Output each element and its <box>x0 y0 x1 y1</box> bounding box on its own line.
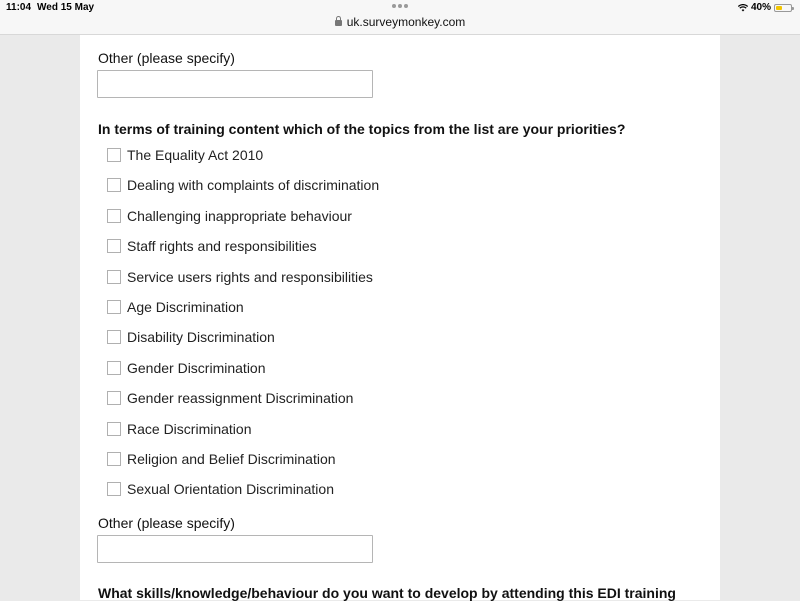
other-specify-input-2[interactable] <box>97 535 373 563</box>
checkbox[interactable] <box>107 361 121 375</box>
checkbox[interactable] <box>107 391 121 405</box>
checkbox-option[interactable] <box>107 206 352 226</box>
other-specify-label-2: Other (please specify) <box>98 515 235 531</box>
checkbox-label: Gender Discrimination <box>127 360 266 376</box>
wifi-icon <box>738 4 748 12</box>
checkbox[interactable] <box>107 482 121 496</box>
question-training-priorities: In terms of training content which of the topics from the list are your priorities? <box>98 121 626 137</box>
checkbox-option[interactable] <box>107 236 317 256</box>
more-dots-icon[interactable] <box>392 4 408 8</box>
checkbox-label: Age Discrimination <box>127 299 244 315</box>
checkbox-option[interactable] <box>107 449 336 469</box>
lock-icon <box>335 20 342 26</box>
checkbox-label: Service users rights and responsibilities <box>127 269 373 285</box>
checkbox[interactable] <box>107 178 121 192</box>
checkbox-label: The Equality Act 2010 <box>127 147 264 163</box>
checkbox[interactable] <box>107 300 121 314</box>
checkbox-label: Staff rights and responsibilities <box>127 238 317 254</box>
question-skills-development: What skills/knowledge/behaviour do you want to develop by attending this EDI training <box>98 585 676 601</box>
checkbox-option[interactable] <box>107 297 244 317</box>
checkbox-label: Sexual Orientation Discrimination <box>127 481 334 497</box>
checkbox[interactable] <box>107 270 121 284</box>
checkbox-option[interactable] <box>107 358 266 378</box>
status-time: 11:04 <box>6 2 32 13</box>
battery-icon <box>774 4 792 12</box>
status-right <box>738 2 792 13</box>
checkbox[interactable] <box>107 148 121 162</box>
checkbox[interactable] <box>107 209 121 223</box>
checkbox-option[interactable] <box>107 327 275 347</box>
checkbox-option[interactable] <box>107 388 353 408</box>
status-date: Wed 15 May <box>37 2 95 13</box>
checkbox-label: Race Discrimination <box>127 421 252 437</box>
checkbox-option[interactable] <box>107 145 263 165</box>
checkbox-label: Dealing with complaints of discrimination <box>127 177 380 193</box>
other-specify-label: Other (please specify) <box>98 50 235 66</box>
checkbox-label: Religion and Belief Discrimination <box>127 451 336 467</box>
checkbox-option[interactable] <box>107 267 373 287</box>
checkbox-label: Gender reassignment Discrimination <box>127 390 354 406</box>
checkbox[interactable] <box>107 422 121 436</box>
checkbox[interactable] <box>107 239 121 253</box>
checkbox-option[interactable] <box>107 479 334 499</box>
checkbox-option[interactable] <box>107 419 251 439</box>
checkbox[interactable] <box>107 330 121 344</box>
url-text: uk.surveymonkey.com <box>346 15 466 29</box>
other-specify-input[interactable] <box>97 70 373 98</box>
checkbox-label: Disability Discrimination <box>127 329 275 345</box>
checkbox[interactable] <box>107 452 121 466</box>
checkbox-label: Challenging inappropriate behaviour <box>127 208 352 224</box>
checkbox-option[interactable] <box>107 175 379 195</box>
battery-percent: 40% <box>750 2 771 13</box>
status-bar <box>0 0 800 35</box>
address-bar[interactable] <box>0 15 800 29</box>
